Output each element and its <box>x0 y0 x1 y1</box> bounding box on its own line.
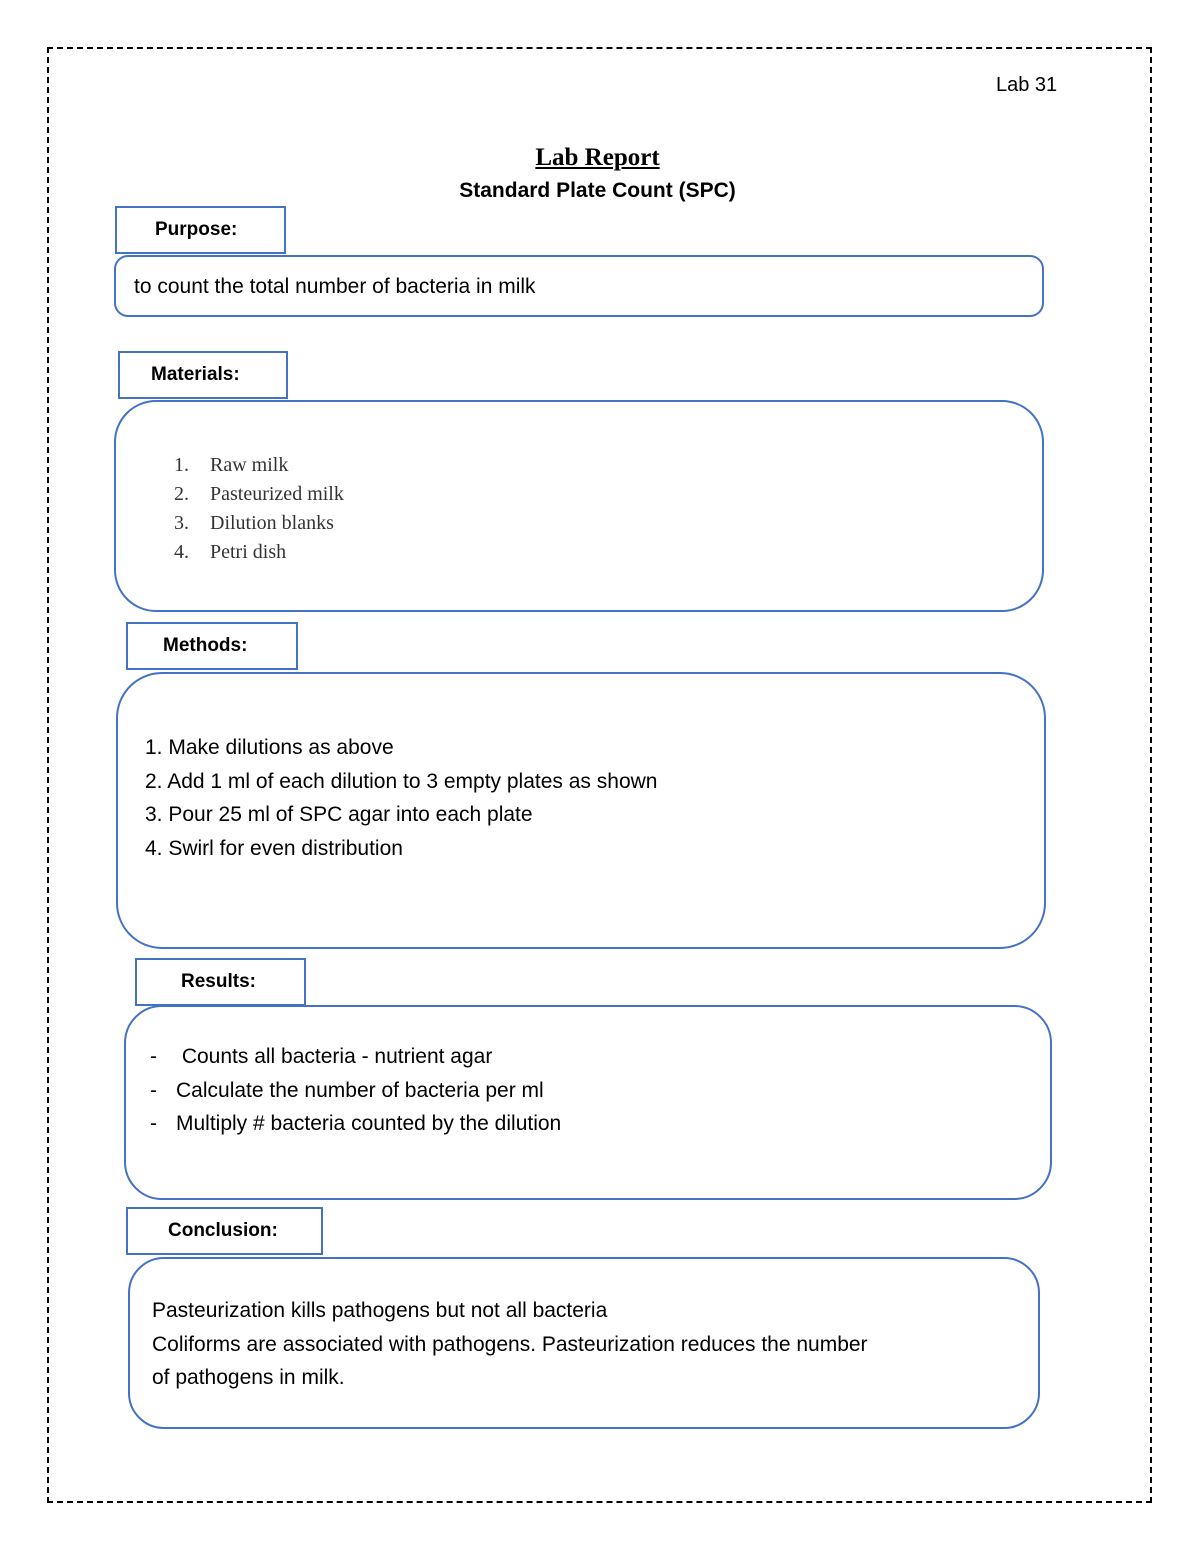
conclusion-text <box>152 1294 1022 1395</box>
list-item: - Multiply # bacteria counted by the dilution <box>150 1112 562 1135</box>
materials-label: Materials: <box>151 364 240 385</box>
methods-label: Methods: <box>163 635 248 656</box>
list-item: 1. Make dilutions as above <box>145 736 394 759</box>
conclusion-line: Pasteurization kills pathogens but not all bacteria <box>152 1299 608 1322</box>
results-list <box>150 1040 561 1141</box>
purpose-box <box>114 255 1044 317</box>
results-label-box <box>135 958 306 1006</box>
materials-box <box>114 400 1044 612</box>
list-item: 3. Dilution blanks <box>174 512 334 534</box>
list-item: - Calculate the number of bacteria per ml <box>150 1078 544 1102</box>
list-item: 2. Pasteurized milk <box>174 483 344 505</box>
conclusion-box <box>128 1257 1040 1429</box>
materials-label-box <box>118 351 288 399</box>
list-item: 4. Petri dish <box>174 541 287 563</box>
list-item: 4. Swirl for even distribution <box>145 836 403 860</box>
results-label: Results: <box>181 971 256 992</box>
lab-number: Lab 31 <box>996 74 1058 96</box>
methods-label-box <box>126 622 298 670</box>
materials-list <box>174 451 344 567</box>
results-box <box>124 1005 1052 1200</box>
methods-box <box>116 672 1046 949</box>
report-subtitle: Standard Plate Count (SPC) <box>459 179 736 202</box>
conclusion-line: Coliforms are associated with pathogens. Pasteurization reduces the number <box>152 1332 868 1356</box>
purpose-label: Purpose: <box>155 219 238 240</box>
list-item: - Counts all bacteria - nutrient agar <box>150 1045 493 1068</box>
list-item: 1. Raw milk <box>174 454 289 476</box>
list-item: 3. Pour 25 ml of SPC agar into each plate <box>145 803 533 826</box>
conclusion-line: of pathogens in milk. <box>152 1366 345 1389</box>
conclusion-label: Conclusion: <box>168 1220 278 1241</box>
report-title: Lab Report <box>535 144 660 171</box>
purpose-label-box <box>115 206 286 254</box>
list-item: 2. Add 1 ml of each dilution to 3 empty plates as shown <box>145 769 658 793</box>
methods-list <box>145 731 657 865</box>
purpose-text: to count the total number of bacteria in milk <box>134 275 536 298</box>
conclusion-label-box <box>126 1207 323 1255</box>
